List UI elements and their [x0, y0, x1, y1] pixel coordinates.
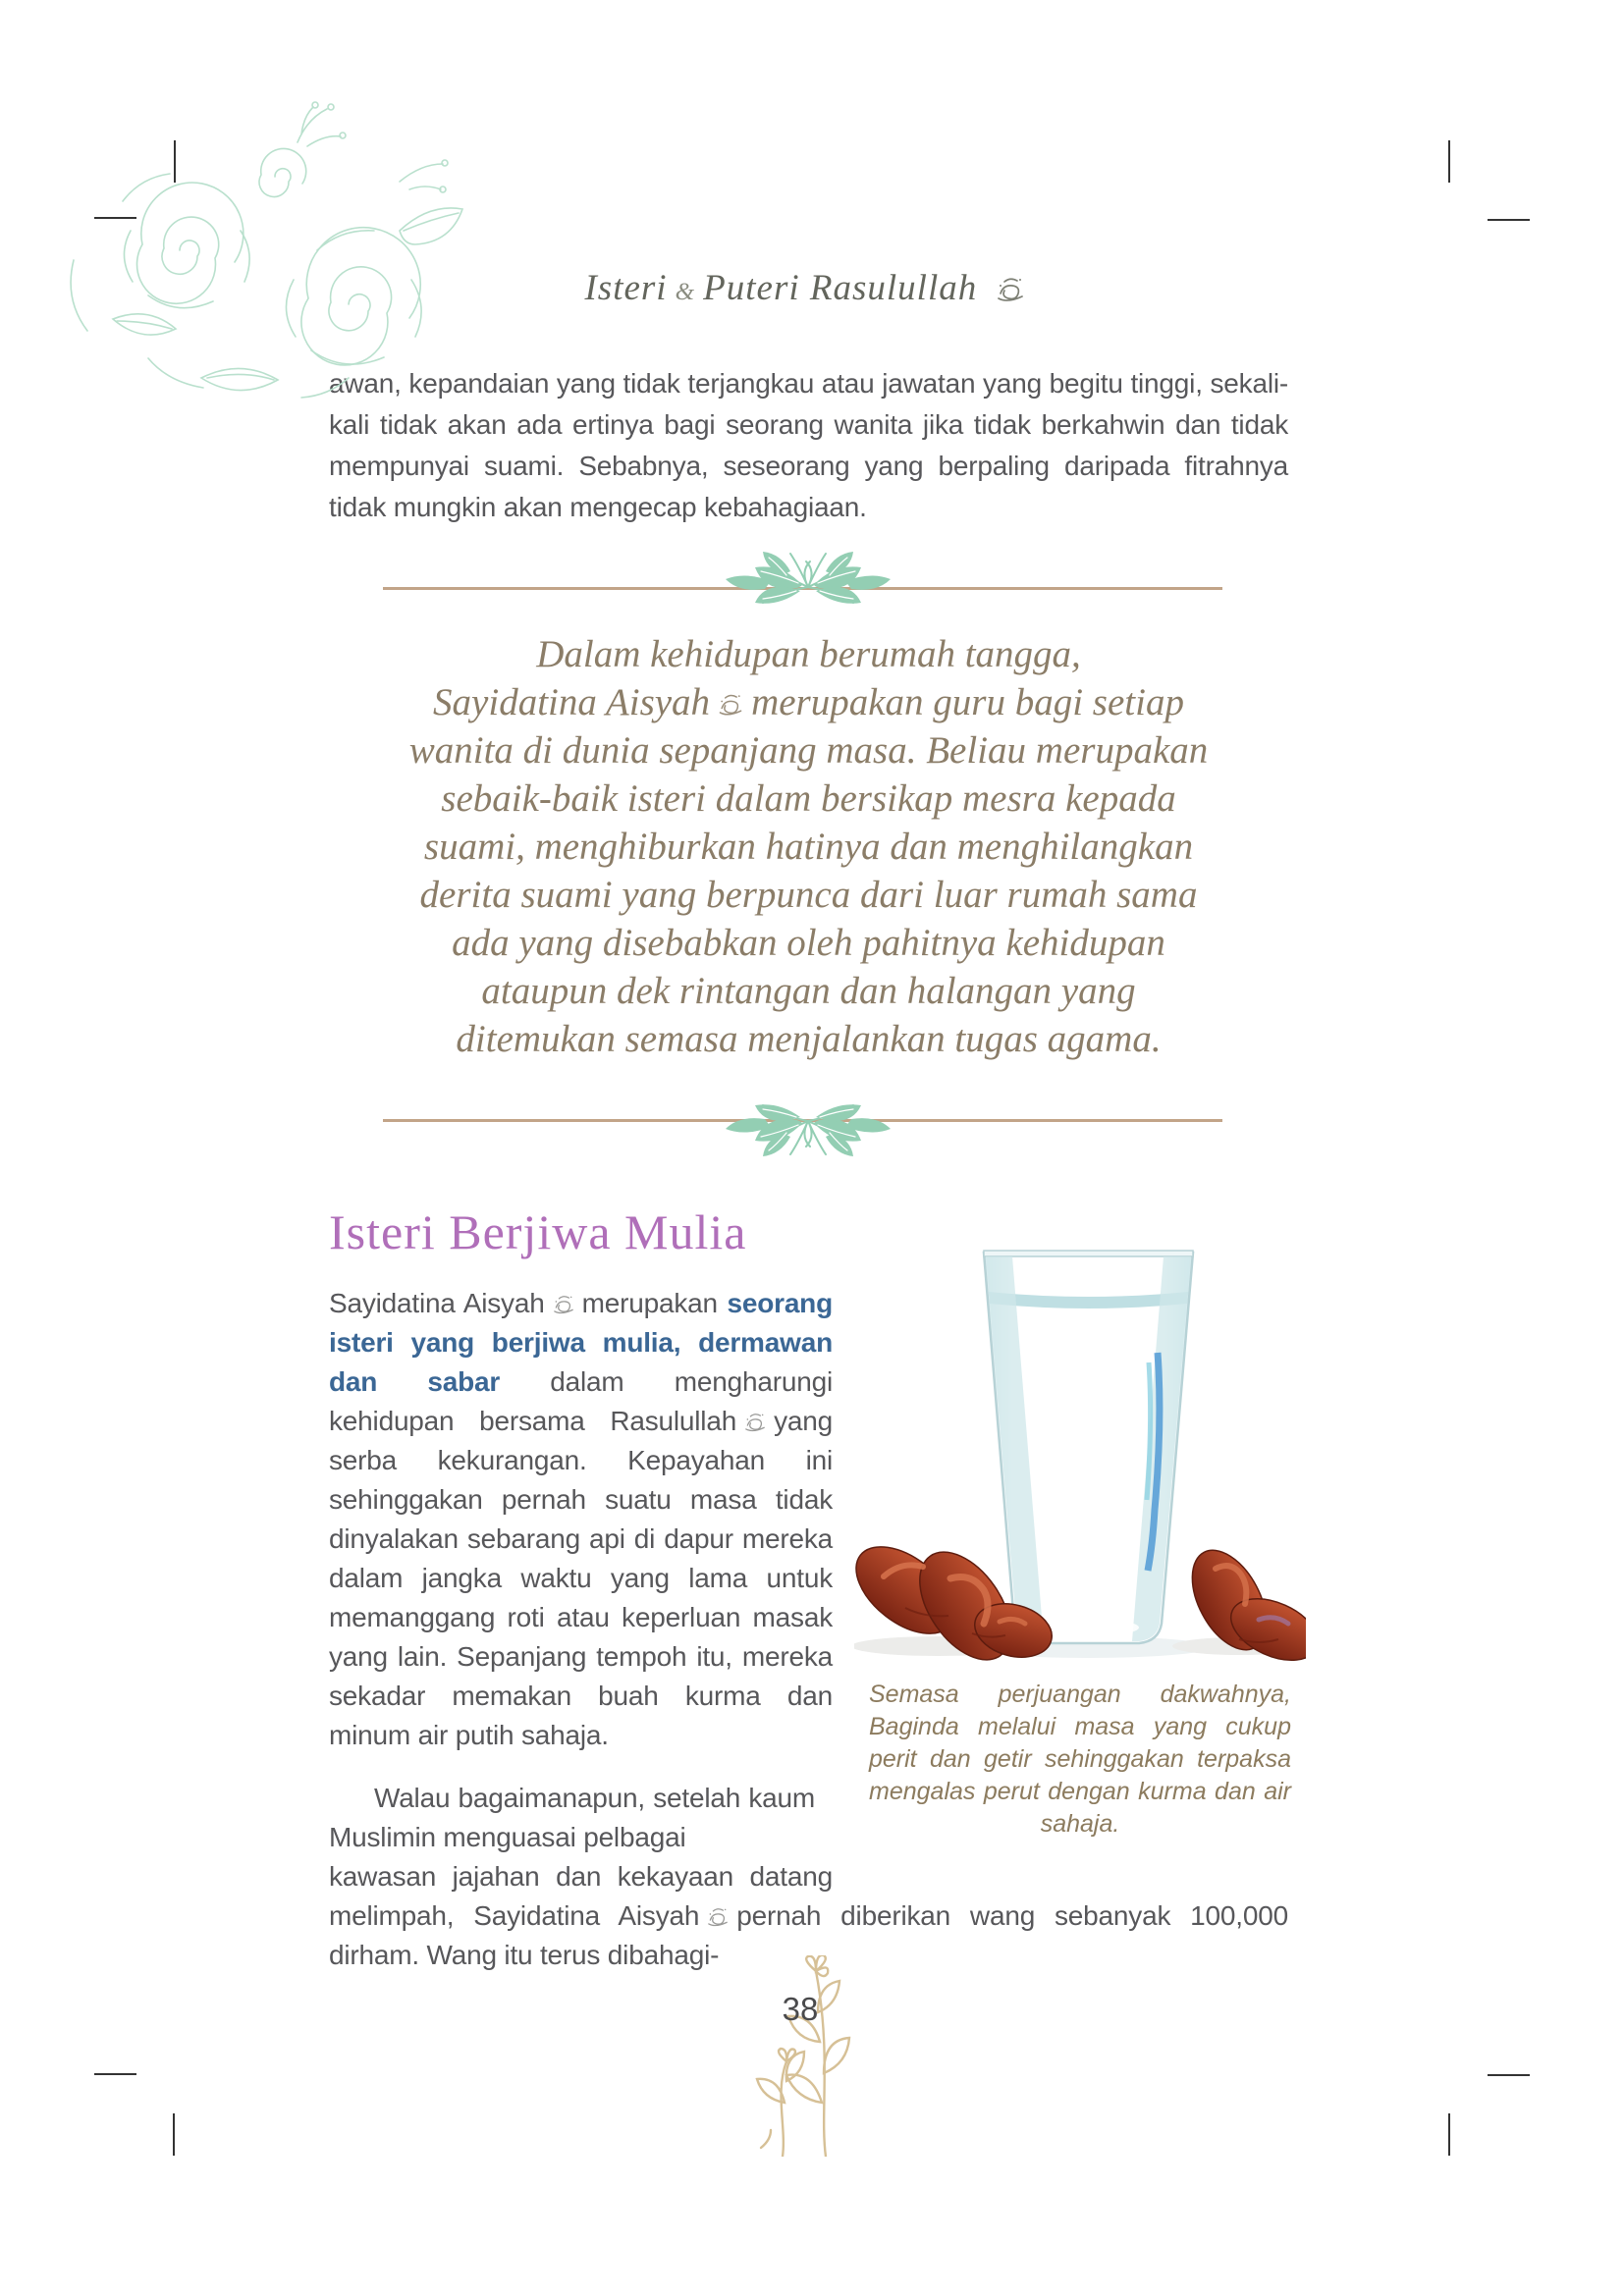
crop-mark-top-right-vertical [1448, 140, 1450, 183]
ra-honorific-icon [716, 690, 745, 720]
quote-line: ditemukan semasa menjalankan tugas agama. [456, 1018, 1162, 1060]
page-number: 38 [782, 1991, 819, 2027]
para1-emphasis: seorang isteri yang berjiwa mulia, dermawan dan sabar [329, 1288, 833, 1397]
divider-leaf-ornament-icon [680, 1084, 936, 1162]
section-heading: Isteri Berjiwa Mulia [329, 1204, 747, 1259]
quote-line: suami, menghiburkan hatinya dan menghilangkan [423, 826, 1194, 868]
quote-line: Dalam kehidupan berumah tangga, [536, 633, 1081, 675]
running-head-word2: Puteri Rasulullah [703, 268, 978, 308]
figure-caption: Semasa perjuangan dakwahnya, Baginda melalui masa yang cukup perit dan getir sehinggakan terpaksa mengalas perut dengan kurma dan air sahaja. [869, 1681, 1291, 1838]
divider-leaf-ornament-icon [680, 546, 936, 624]
corner-floral-decoration-icon [54, 83, 466, 407]
quote-line: ataupun dek rintangan dan halangan yang [481, 970, 1136, 1012]
ra-honorific-icon [551, 1292, 576, 1317]
body-section [329, 1284, 1291, 1975]
figure-block [854, 1245, 1306, 1874]
body-paragraph-2-start: Walau bagaimanapun, setelah kaum Muslimin menguasai pelbagai [329, 1783, 815, 1852]
crop-mark-top-left-vertical [174, 140, 176, 183]
quote-line: wanita di dunia sepanjang masa. Beliau merupakan [408, 729, 1209, 772]
para1-seg2: merupakan [581, 1288, 718, 1318]
quote-line: derita suami yang berpunca dari luar rumah sama [419, 874, 1198, 916]
quote-line [329, 678, 1288, 726]
glass-of-water-with-dates-photo [854, 1245, 1306, 1665]
crop-mark-bottom-right-vertical [1448, 2113, 1450, 2156]
saw-honorific-icon [994, 273, 1027, 306]
crop-mark-top-right-horizontal [1488, 219, 1530, 221]
quote-line: ada yang disebabkan oleh pahitnya kehidupan [452, 922, 1165, 964]
intro-paragraph: awan, kepandaian yang tidak terjangkau atau jawatan yang begitu tinggi, sekali-kali tidak akan ada ertinya bagi seorang wanita jika tidak berkahwin dan tidak mempunyai suami. Sebabnya, seseorang yang berpaling daripada fitrahnya tidak mungkin akan mengecap kebahagiaan. [329, 368, 1288, 522]
running-head [329, 267, 1288, 309]
footer-plant-decoration-icon [731, 1955, 889, 2157]
running-head-ampersand: & [675, 279, 696, 305]
crop-mark-bottom-left-horizontal [94, 2073, 136, 2075]
para1-seg4: yang serba kekurangan. Kepayahan ini sehinggakan pernah suatu masa tidak dinyalakan sebarang api di dapur mereka dalam jangka waktu yang lama untuk memanggang roti atau keperluan masak yang lain. Sepanjang tempoh itu, mereka sekadar memakan buah kurma dan minum air putih sahaja. [329, 1406, 833, 1750]
crop-mark-bottom-right-horizontal [1488, 2074, 1530, 2076]
para1-seg1: Sayidatina Aisyah [329, 1288, 545, 1318]
ra-honorific-icon [705, 1904, 731, 1930]
quote-line2-post: merupakan guru bagi setiap [751, 681, 1184, 723]
quote-line: sebaik-baik isteri dalam bersikap mesra kepada [441, 777, 1176, 820]
quote-line2-pre: Sayidatina Aisyah [433, 681, 711, 723]
running-head-word1: Isteri [584, 268, 668, 308]
saw-honorific-icon [742, 1410, 768, 1435]
crop-mark-bottom-left-vertical [173, 2113, 175, 2156]
crop-mark-top-left-horizontal [94, 217, 136, 219]
caption-spacer [854, 1841, 1306, 1874]
para1-seg3: dalam mengharungi kehidupan bersama Rasulullah [329, 1366, 833, 1436]
para2-seg1: kawasan jajahan dan kekayaan datang melimpah, Sayidatina Aisyah [329, 1861, 833, 1931]
para2-seg2: pernah diberikan wang sebanyak 100,000 dirham. Wang itu terus dibahagi- [329, 1900, 1288, 1970]
pull-quote [329, 630, 1288, 1063]
